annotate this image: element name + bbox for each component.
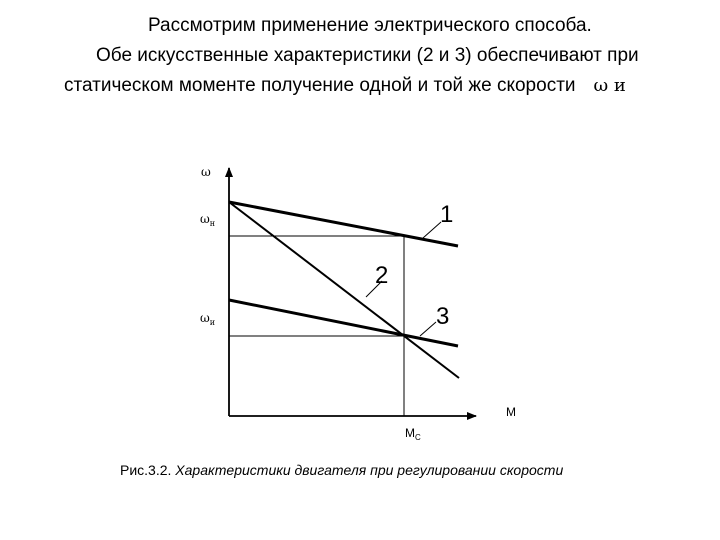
omega-n-label bbox=[200, 212, 215, 228]
mc-label bbox=[405, 426, 421, 442]
omega-inline-symbol: ω и bbox=[593, 75, 626, 96]
omega-i-label bbox=[200, 311, 215, 327]
intro-line-1: Рассмотрим применение электрического способа. bbox=[148, 15, 592, 36]
curve-2-label: 2 bbox=[375, 262, 389, 289]
curve-3-label: 3 bbox=[436, 303, 450, 330]
x-axis-label: M bbox=[506, 405, 516, 419]
mc-subscript: C bbox=[415, 433, 421, 442]
characteristic-3 bbox=[229, 300, 458, 346]
mc-symbol: M bbox=[405, 426, 415, 440]
omega-i-symbol: ω bbox=[200, 311, 210, 325]
intro-line-2: Обе искусственные характеристики (2 и 3) обеспечивают при bbox=[96, 45, 639, 66]
omega-n-symbol: ω bbox=[200, 212, 210, 226]
curve-3-leader bbox=[420, 322, 436, 336]
omega-i-subscript: и bbox=[209, 318, 216, 327]
caption-text: Характеристики двигателя при регулировании скорости bbox=[175, 462, 564, 478]
curve-1-leader bbox=[423, 222, 441, 238]
characteristic-1 bbox=[229, 202, 458, 246]
figure-caption bbox=[120, 462, 563, 478]
y-axis-label: ω bbox=[201, 165, 211, 179]
omega-n-subscript: н bbox=[209, 219, 216, 228]
caption-prefix: Рис.3.2. bbox=[120, 462, 172, 478]
curve-1-label: 1 bbox=[440, 201, 454, 228]
characteristic-2 bbox=[229, 202, 459, 378]
intro-line-3-text: статическом моменте получение одной и той же скорости bbox=[64, 75, 576, 96]
